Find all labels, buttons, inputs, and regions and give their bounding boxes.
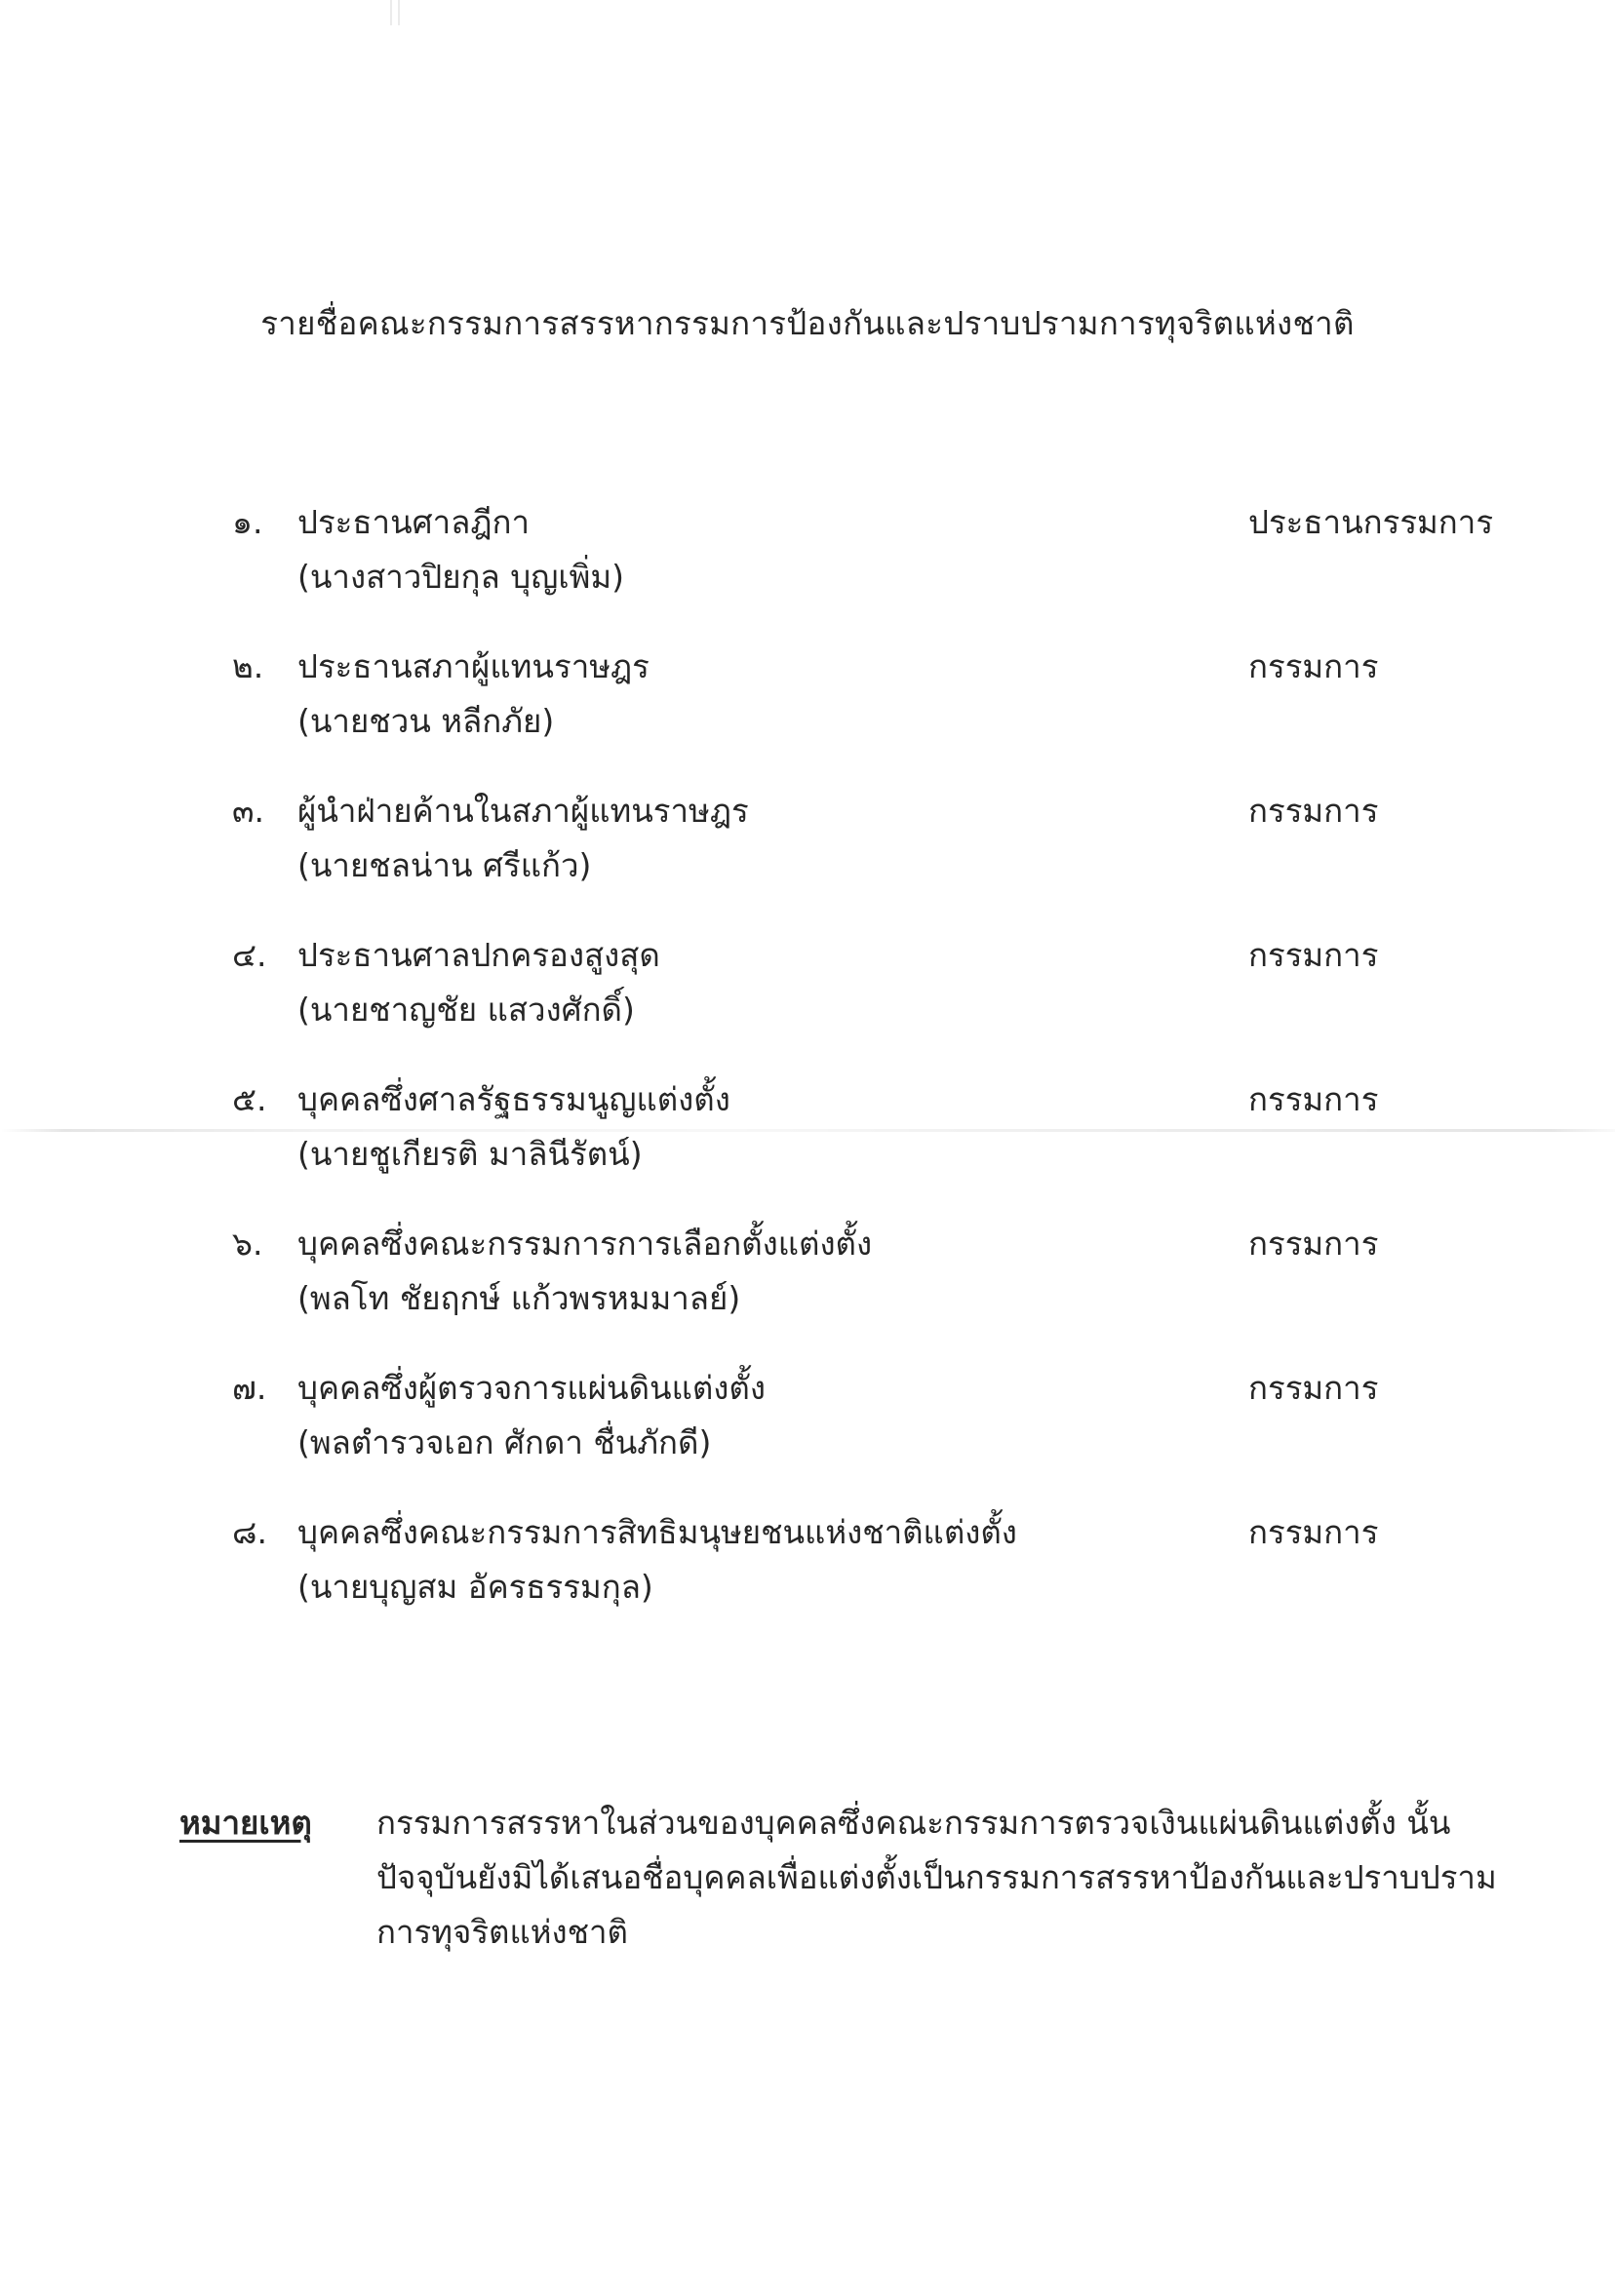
member-position: ประธานศาลปกครองสูงสุด — [297, 936, 660, 974]
remark-line: การทุจริตแห่งชาติ — [376, 1913, 628, 1951]
member-role: กรรมการ — [1248, 936, 1379, 974]
list-item — [0, 1505, 1615, 1650]
scan-mark — [390, 0, 392, 25]
item-number: ๔. — [232, 936, 267, 974]
member-role: กรรมการ — [1248, 1513, 1379, 1551]
remark-label: หมายเหตุ — [179, 1804, 312, 1842]
scan-mark — [398, 0, 400, 25]
member-person: (นางสาวปิยกุล บุญเพิ่ม) — [297, 558, 624, 596]
member-person: (นายชูเกียรติ มาลินีรัตน์) — [297, 1135, 643, 1173]
member-person: (พลโท ชัยฤกษ์ แก้วพรหมมาลย์) — [297, 1279, 741, 1317]
list-item — [0, 784, 1615, 928]
member-position: ผู้นำฝ่ายค้านในสภาผู้แทนราษฎร — [297, 792, 749, 830]
member-person: (นายบุญสม อัครธรรมกุล) — [297, 1568, 653, 1606]
item-number: ๑. — [232, 503, 263, 541]
member-role: กรรมการ — [1248, 792, 1379, 830]
item-number: ๖. — [232, 1225, 263, 1263]
member-role: ประธานกรรมการ — [1248, 503, 1494, 541]
member-position: บุคคลซึ่งผู้ตรวจการแผ่นดินแต่งตั้ง — [297, 1369, 766, 1407]
list-item — [0, 640, 1615, 784]
member-position: บุคคลซึ่งคณะกรรมการการเลือกตั้งแต่งตั้ง — [297, 1225, 873, 1263]
member-position: บุคคลซึ่งคณะกรรมการสิทธิมนุษยชนแห่งชาติแต่งตั้ง — [297, 1513, 1017, 1551]
list-item — [0, 1217, 1615, 1361]
member-person: (นายชลน่าน ศรีแก้ว) — [297, 846, 592, 884]
remark-line: กรรมการสรรหาในส่วนของบุคคลซึ่งคณะกรรมการตรวจเงินแผ่นดินแต่งตั้ง นั้น — [376, 1804, 1451, 1842]
member-position: ประธานศาลฎีกา — [297, 503, 530, 541]
member-position: ประธานสภาผู้แทนราษฎร — [297, 647, 650, 685]
member-role: กรรมการ — [1248, 647, 1379, 685]
member-list — [0, 495, 1615, 1650]
member-role: กรรมการ — [1248, 1369, 1379, 1407]
item-number: ๘. — [232, 1513, 267, 1551]
list-item — [0, 495, 1615, 640]
document-title: รายชื่อคณะกรรมการสรรหากรรมการป้องกันและปราบปรามการทุจริตแห่งชาติ — [260, 304, 1355, 342]
item-number: ๓. — [232, 792, 265, 830]
item-number: ๗. — [232, 1369, 267, 1407]
member-role: กรรมการ — [1248, 1225, 1379, 1263]
member-person: (นายชาญชัย แสวงศักดิ์) — [297, 991, 635, 1029]
list-item — [0, 1361, 1615, 1505]
member-position: บุคคลซึ่งศาลรัฐธรรมนูญแต่งตั้ง — [297, 1080, 730, 1118]
item-number: ๒. — [232, 647, 264, 685]
list-item — [0, 1072, 1615, 1217]
list-item — [0, 928, 1615, 1072]
member-role: กรรมการ — [1248, 1080, 1379, 1118]
member-person: (พลตำรวจเอก ศักดา ชื่นภักดี) — [297, 1423, 712, 1461]
item-number: ๕. — [232, 1080, 267, 1118]
remark-line: ปัจจุบันยังมิได้เสนอชื่อบุคคลเพื่อแต่งตั้งเป็นกรรมการสรรหาป้องกันและปราบปราม — [376, 1858, 1497, 1896]
member-person: (นายชวน หลีกภัย) — [297, 702, 555, 740]
